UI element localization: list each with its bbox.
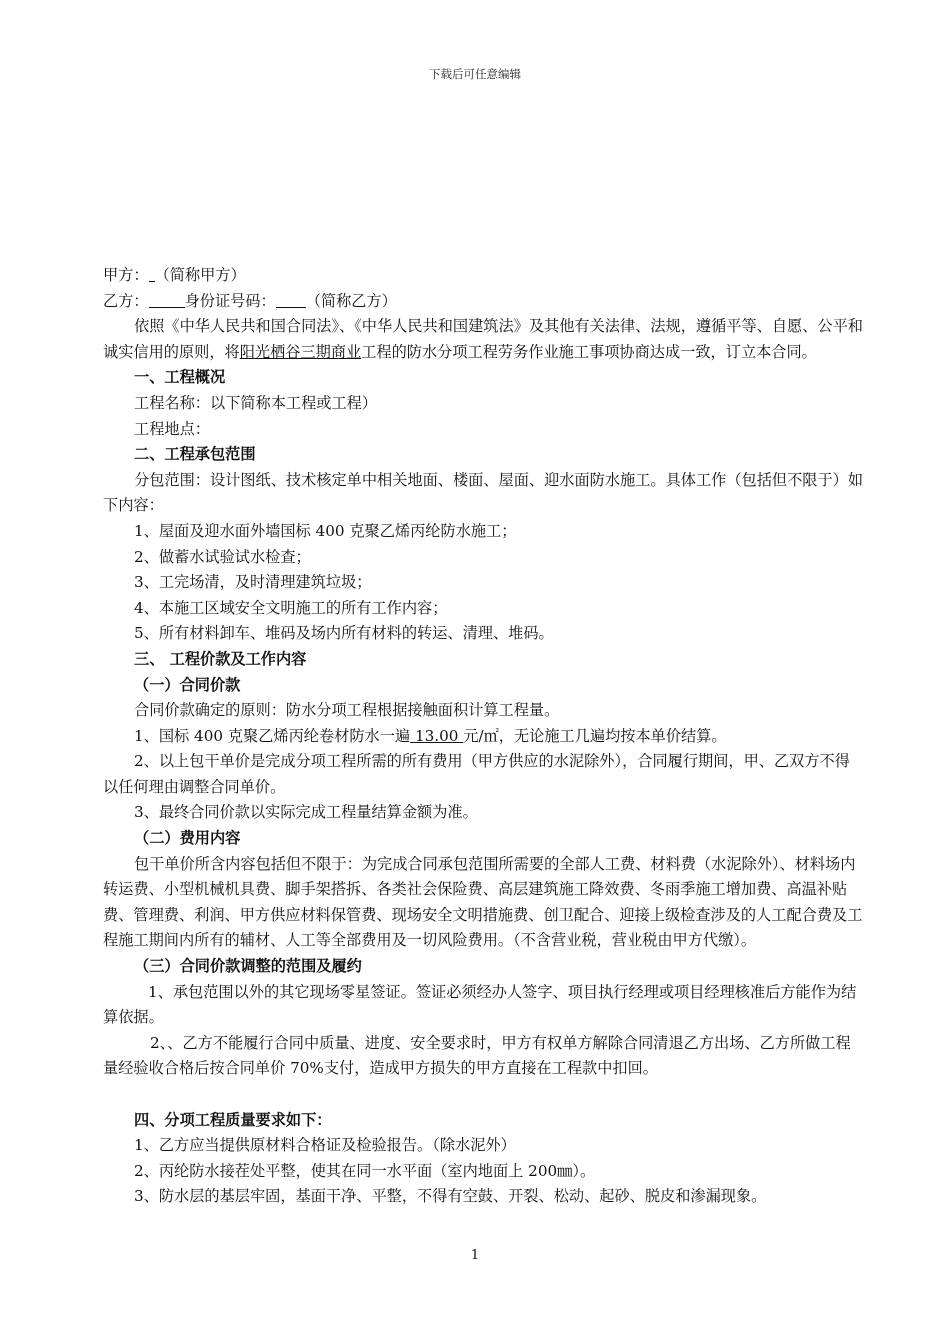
party-b-line [103,289,863,315]
scope-item: 4、本施工区域安全文明施工的所有工作内容； [134,598,448,617]
contract-body [103,263,863,1210]
section-2-heading: 二、工程承包范围 [134,445,256,464]
intro-part1: 依照《中华人民共和国合同法》、《中华人民共和国建筑法》及其他有关法律、法规，遵循平等、自愿、公平和诚实信用的原则，将 [103,317,863,361]
quality-item: 3、防水层的基层牢固，基面干净、平整，不得有空鼓、开裂、松动、起砂、脱皮和渗漏现象。 [134,1187,767,1206]
subsection-2-heading: （二）费用内容 [134,829,241,848]
cost-paragraph: 包干单价所含内容包括但不限于：为完成合同承包范围所需要的全部人工费、材料费（水泥除外）、材料场内转运费、小型机械机具费、脚手架搭拆、各类社会保险费、高层建筑施工降效费、冬雨季施工增加费、高温补贴费、管理费、利润、甲方供应材料保管费、现场安全文明措施费、创卫配合、迎接上级检查涉及的人工配合费及工程施工期间内所有的辅材、人工等全部费用及一切风险费用。（不含营业税，营业税由甲方代缴）。 [103,854,863,950]
subsection-3-heading: （三）合同价款调整的范围及履约 [134,957,362,976]
quality-item: 1、乙方应当提供原材料合格证及检验报告。（除水泥外） [134,1136,516,1155]
project-location-line: 工程地点： [134,419,210,438]
price-item-1-pre: 1、国标 400 克聚乙烯丙纶卷材防水一遍 [134,726,411,745]
intro-paragraph [103,314,863,365]
adjust-item-1: 1、承包范围以外的其它现场零星签证。签证必须经办人签字、项目执行经理或项目经理核准后方能作为结算依据。 [103,982,857,1027]
party-b-label: 乙方： [103,291,149,310]
scope-item: 3、工完场清，及时清理建筑垃圾； [134,573,372,592]
section-1-heading: 一、工程概况 [134,368,226,387]
page-number: 1 [470,1248,480,1263]
price-item-1-post: 元/㎡，无论施工几遍均按本单价结算。 [463,726,727,745]
scope-item: 1、屋面及迎水面外墙国标 400 克聚乙烯丙纶防水施工； [134,521,517,540]
party-b-suffix: （简称乙方） [305,291,397,310]
adjust-item-2: 2、、乙方不能履行合同中质量、进度、安全要求时，甲方有权单方解除合同清退乙方出场、乙方所做工程量经验收合格后按合同单价 70%支付，造成甲方损失的甲方直接在工程款中扣回。 [103,1033,851,1078]
blank-line [103,1082,863,1108]
price-item-1 [103,724,863,750]
price-principle: 合同价款确定的原则：防水分项工程根据接触面积计算工程量。 [134,701,560,720]
section-4-heading: 四、分项工程质量要求如下： [134,1110,332,1129]
scope-item: 5、所有材料卸车、堆码及场内所有材料的转运、清理、堆码。 [134,624,554,643]
scope-item: 2、做蓄水试验试水检查； [134,547,311,566]
intro-part2: 工程的防水分项工程劳务作业施工事项协商达成一致，订立本合同。 [361,342,817,361]
party-a-label: 甲方： [103,266,149,284]
header-note: 下载后可任意编辑 [429,67,521,81]
section-3-heading: 三、 工程价款及工作内容 [134,649,307,668]
scope-paragraph: 分包范围：设计图纸、技术核定单中相关地面、楼面、屋面、迎水面防水施工。具体工作（包括但不限于）如下内容： [103,470,863,515]
price-item-3: 3、最终合同价款以实际完成工程量结算金额为准。 [134,803,478,822]
party-b-id-blank [276,293,306,308]
party-b-id-label: 身份证号码： [184,291,276,310]
project-name-line: 工程名称：以下简称本工程或工程） [134,393,377,412]
subsection-1-heading: （一）合同价款 [134,675,241,694]
project-name: 阳光栖谷三期商业 [239,342,362,361]
party-a-suffix: （简称甲方） [154,266,246,284]
party-a-line [103,263,863,289]
party-b-name-blank [149,293,185,308]
unit-price: 13.00 [410,726,464,745]
quality-item: 2、丙纶防水接茬处平整，使其在同一水平面（室内地面上 200㎜）。 [134,1161,596,1180]
price-item-2: 2、以上包干单价是完成分项工程所需的所有费用（甲方供应的水泥除外），合同履行期间，甲、乙双方不得以任何理由调整合同单价。 [103,752,850,796]
